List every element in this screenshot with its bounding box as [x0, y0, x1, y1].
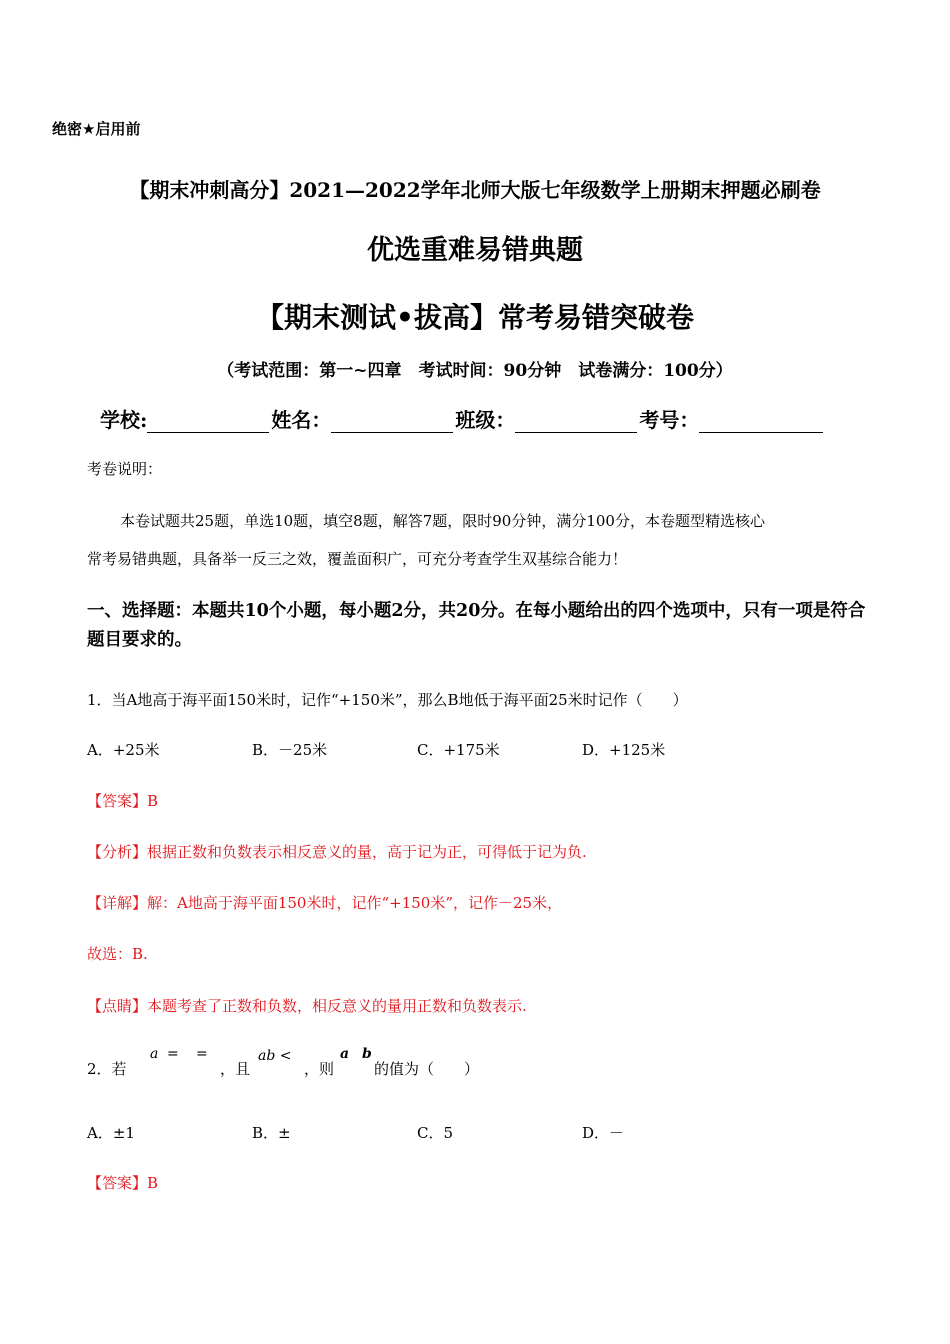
question-1-comment: [87, 995, 527, 1016]
answer-value: B: [147, 792, 159, 810]
school-blank: [147, 412, 269, 433]
question-1-detail: [87, 892, 562, 913]
exam-scope: （考试范围：第一~四章 考试时间：90分钟 试卷满分：100分）: [217, 361, 733, 381]
question-2-tail: 的值为（ ）: [374, 1060, 480, 1078]
question-1-stem: 1．当A地高于海平面150米时，记作“+150米”，那么B地低于海平面25米时记作（ ）: [87, 691, 688, 709]
student-info-fields: [100, 404, 825, 433]
analysis-text: 根据正数和负数表示相反意义的量，高于记为正，可得低于记为负.: [147, 843, 587, 861]
exam-number-blank: [699, 412, 823, 433]
instructions-heading: 考卷说明：: [87, 460, 163, 478]
comment-tag: 【点睛】: [87, 997, 148, 1015]
question-2-math-eq1: =: [167, 1046, 179, 1062]
question-1-answer: [87, 790, 158, 811]
question-1-option-d: D．+125米: [582, 741, 666, 759]
question-2-answer: [87, 1172, 158, 1193]
exam-series-title: 【期末冲刺高分】2021—2022学年北师大版七年级数学上册期末押题必刷卷: [129, 178, 821, 202]
name-label: 姓名：: [271, 408, 332, 432]
detail-text: 解：A地高于海平面150米时，记作“+150米”，记作－25米，: [147, 894, 563, 912]
question-1-choice: 故选：B.: [87, 945, 148, 963]
question-2-option-a: A．±1: [87, 1124, 135, 1142]
name-blank: [331, 412, 453, 433]
school-label: 学校:: [100, 408, 148, 432]
class-label: 班级：: [455, 408, 516, 432]
question-2-math-eq2: =: [196, 1046, 208, 1062]
question-2-then: ，则: [304, 1060, 335, 1078]
exam-number-label: 考号：: [639, 408, 700, 432]
question-2-math-b: b: [362, 1046, 372, 1062]
answer-tag: 【答案】: [87, 792, 148, 810]
answer-tag: 【答案】: [87, 1174, 148, 1192]
question-1-option-a: A．+25米: [87, 741, 160, 759]
question-2-option-d: D．－: [582, 1124, 625, 1142]
question-2-math-ab: ab <: [258, 1048, 292, 1064]
analysis-tag: 【分析】: [87, 843, 148, 861]
question-1-analysis: [87, 841, 587, 862]
question-2-and: ，且: [220, 1060, 251, 1078]
section-1-heading: 一、选择题：本题共10个小题，每小题2分，共20分。在每小题给出的四个选项中，只有一项是符合题目要求的。: [87, 601, 866, 650]
question-2-math-a: a: [150, 1046, 159, 1062]
comment-text: 本题考查了正数和负数，相反意义的量用正数和负数表示.: [147, 997, 527, 1015]
exam-main-title: 【期末测试•拔高】常考易错突破卷: [256, 301, 694, 334]
answer-value: B: [147, 1174, 159, 1192]
question-2-option-c: C．5: [417, 1124, 454, 1142]
question-2-option-b: B．±: [252, 1124, 291, 1142]
question-1-option-b: B．－25米: [252, 741, 328, 759]
exam-subtitle: 优选重难易错典题: [367, 235, 583, 266]
question-2-number: 2．若: [87, 1060, 127, 1078]
instructions-line-2: 常考易错典题，具备举一反三之效，覆盖面积广，可充分考查学生双基综合能力！: [87, 550, 628, 568]
class-blank: [515, 412, 637, 433]
confidential-label: 绝密★启用前: [52, 120, 141, 138]
question-1-option-c: C．+175米: [417, 741, 500, 759]
instructions-line-1: 本卷试题共25题，单选10题，填空8题，解答7题，限时90分钟，满分100分，本卷题型精选核心: [120, 512, 765, 530]
question-2-math-a2: a: [340, 1046, 350, 1062]
detail-tag: 【详解】: [87, 894, 148, 912]
